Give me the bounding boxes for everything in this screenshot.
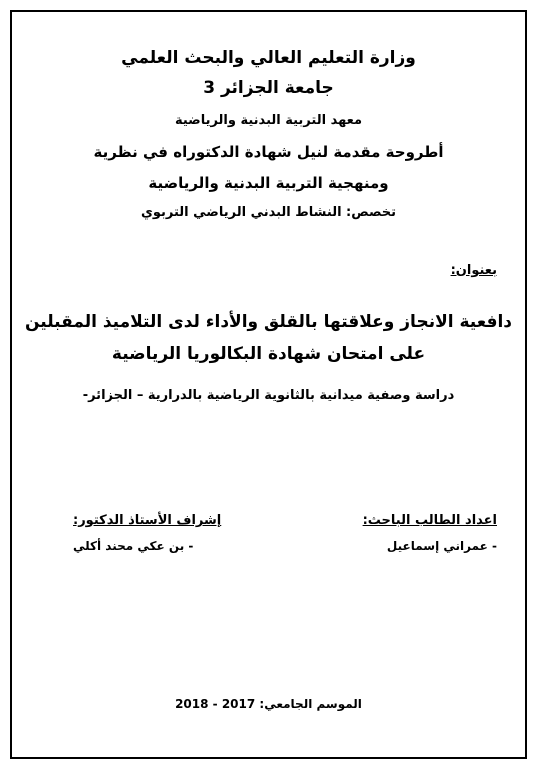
ministry-name: وزارة التعليم العالي والبحث العلمي	[121, 48, 416, 68]
supervisor-name: - بن عكي محند أكلي	[73, 539, 194, 553]
academic-season: الموسم الجامعي: 2017 - 2018	[175, 697, 362, 711]
student-label: اعداد الطالب الباحث:	[362, 513, 497, 528]
institute-name: معهد التربية البدنية والرياضية	[174, 113, 363, 128]
thesis-title-line2: على امتحان شهادة البكالوريا الرياضية	[111, 344, 426, 364]
thesis-description-line1: أطروحة مقدمة لنيل شهادة الدكتوراه في نظرية	[93, 143, 444, 161]
university-name: جامعة الجزائر 3	[203, 78, 334, 98]
study-subtitle: دراسة وصفية ميدانية بالثانوية الرياضية بالدرارية – الجزائر-	[82, 388, 455, 403]
specialty: تخصص: النشاط البدني الرياضي التربوي	[140, 205, 397, 220]
student-name: - عمراني إسماعيل	[386, 539, 497, 553]
thesis-description-line2: ومنهجية التربية البدنية والرياضية	[148, 174, 389, 192]
title-label: بعنوان:	[450, 263, 497, 278]
supervisor-label: إشراف الأستاذ الدكتور:	[73, 513, 222, 528]
thesis-title-line1: دافعية الانجاز وعلاقتها بالقلق والأداء لدى التلاميذ المقبلين	[24, 312, 513, 332]
